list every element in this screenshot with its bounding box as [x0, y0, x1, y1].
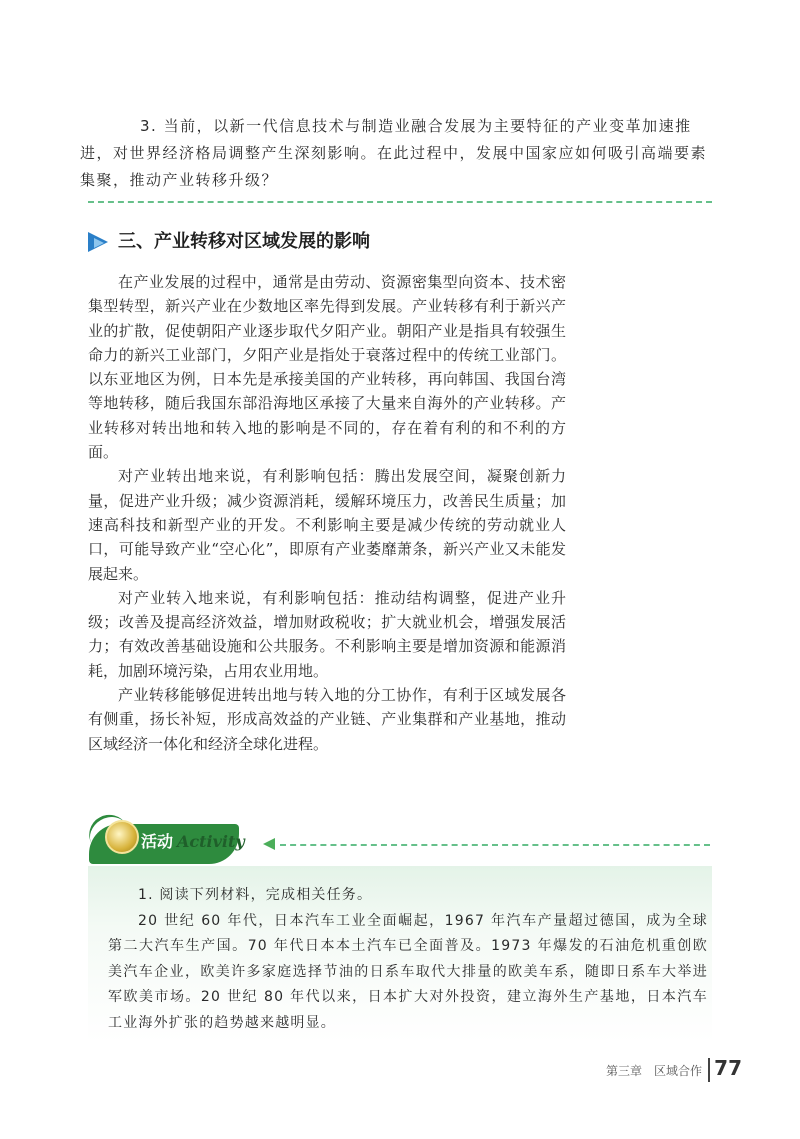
- arrow-left-icon: [263, 838, 275, 850]
- section-divider: [88, 201, 712, 203]
- activity-label: 活动: [141, 832, 174, 851]
- paragraph: 对产业转入地来说，有利影响包括：推动结构调整，促进产业升级；改善及提高经济效益，增加财政税收；扩大就业机会，增强发展活力；有效改善基础设施和公共服务。不利影响主要是增加资源和能源消耗，加剧环境污染，占用农业用地。: [88, 588, 566, 680]
- activity-material: 20 世纪 60 年代，日本汽车工业全面崛起，1967 年汽车产量超过德国，成为全球第二大汽车生产国。70 年代日本本土汽车已全面普及。1973 年爆发的石油危机重创欧美汽车企业，欧美许多家庭选择节油的日系车取代大排量的欧美车系，随即日系车大举进军欧美市场。20 世纪 80 年代以来，日本扩大对外投资，建立海外生产基地，日本汽车工业海外扩张的趋势越来越明显。: [108, 912, 708, 1031]
- paragraph: 产业转移能够促进转出地与转入地的分工协作，有利于区域发展各有侧重，扬长补短，形成高效益的产业链、产业集群和产业基地，推动区域经济一体化和经济全球化进程。: [88, 686, 566, 753]
- activity-divider: [280, 844, 710, 846]
- section-heading: [88, 228, 488, 256]
- chapter-title: 第三章 区域合作: [605, 1064, 702, 1078]
- question-3: 3. 当前，以新一代信息技术与制造业融合发展为主要特征的产业变革加速推进，对世界经济格局调整产生深刻影响。在此过程中，发展中国家应如何吸引高端要素集聚，推动产业转移升级？: [80, 117, 708, 189]
- activity-label-en: Activity: [177, 832, 245, 851]
- activity-content: [108, 883, 708, 1036]
- triangle-marker-inner-icon: [94, 238, 104, 248]
- activity-task: 1. 阅读下列材料，完成相关任务。: [138, 887, 373, 903]
- paragraph: 在产业发展的过程中，通常是由劳动、资源密集型向资本、技术密集型转型，新兴产业在少数地区率先得到发展。产业转移有利于新兴产业的扩散，促使朝阳产业逐步取代夕阳产业。朝阳产业是指具有较强生命力的新兴工业部门，夕阳产业是指处于衰落过程中的传统工业部门。以东亚地区为例，日本先是承接美国的产业转移，再向韩国、我国台湾等地转移，随后我国东部沿海地区承接了大量来自海外的产业转移。产业转移对转出地和转入地的影响是不同的，存在着有利的和不利的方面。: [88, 273, 566, 462]
- page-footer: [602, 1058, 742, 1082]
- footer-divider: [708, 1058, 710, 1082]
- activity-header: [85, 808, 715, 868]
- page-number: 77: [714, 1056, 742, 1080]
- medal-icon: [105, 820, 139, 854]
- paragraph: 对产业转出地来说，有利影响包括：腾出发展空间，凝聚创新力量，促进产业升级；减少资源消耗，缓解环境压力，改善民生质量；加速高科技和新型产业的开发。不利影响主要是减少传统的劳动就业人口，可能导致产业“空心化”，即原有产业萎靡萧条，新兴产业又未能发展起来。: [88, 467, 566, 583]
- body-text: [88, 270, 566, 756]
- section-title: 三、产业转移对区域发展的影响: [118, 231, 370, 252]
